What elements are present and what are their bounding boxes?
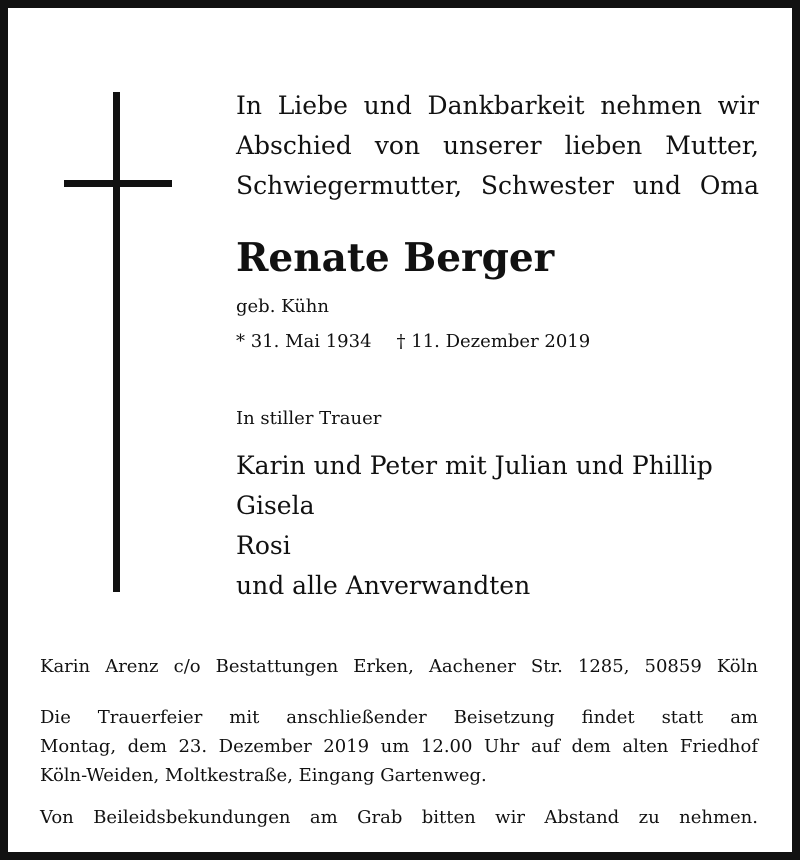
contact-address: Karin Arenz c/o Bestattungen Erken, Aachener Str. 1285, 50859 Köln xyxy=(40,656,758,677)
ceremony-info xyxy=(40,703,758,790)
ceremony-line: Montag, dem 23. Dezember 2019 um 12.00 Uhr auf dem alten Friedhof xyxy=(40,736,758,757)
relatives-list xyxy=(236,446,713,606)
cross-horizontal-bar xyxy=(64,180,172,187)
intro-line: In Liebe und Dankbarkeit nehmen wir xyxy=(236,91,759,120)
death-date: † 11. Dezember 2019 xyxy=(396,331,591,352)
ceremony-line: Köln-Weiden, Moltkestraße, Eingang Gartenweg. xyxy=(40,765,487,786)
mourning-label: In stiller Trauer xyxy=(236,408,382,429)
relative-entry: und alle Anverwandten xyxy=(236,571,531,600)
intro-line: Schwiegermutter, Schwester und Oma xyxy=(236,171,759,200)
cross-vertical-bar xyxy=(113,92,120,592)
life-dates xyxy=(236,330,590,354)
relative-entry: Gisela xyxy=(236,491,315,520)
birth-date: * 31. Mai 1934 xyxy=(236,331,372,352)
relative-entry: Karin und Peter mit Julian und Phillip xyxy=(236,451,713,480)
relative-entry: Rosi xyxy=(236,531,291,560)
ceremony-line: Die Trauerfeier mit anschließender Beisetzung findet statt am xyxy=(40,707,758,728)
deceased-name: Renate Berger xyxy=(236,235,555,281)
intro-text xyxy=(236,86,759,206)
condolence-note: Von Beileidsbekundungen am Grab bitten wir Abstand zu nehmen. xyxy=(40,807,758,828)
birth-name: geb. Kühn xyxy=(236,296,329,317)
intro-line: Abschied von unserer lieben Mutter, xyxy=(236,131,759,160)
